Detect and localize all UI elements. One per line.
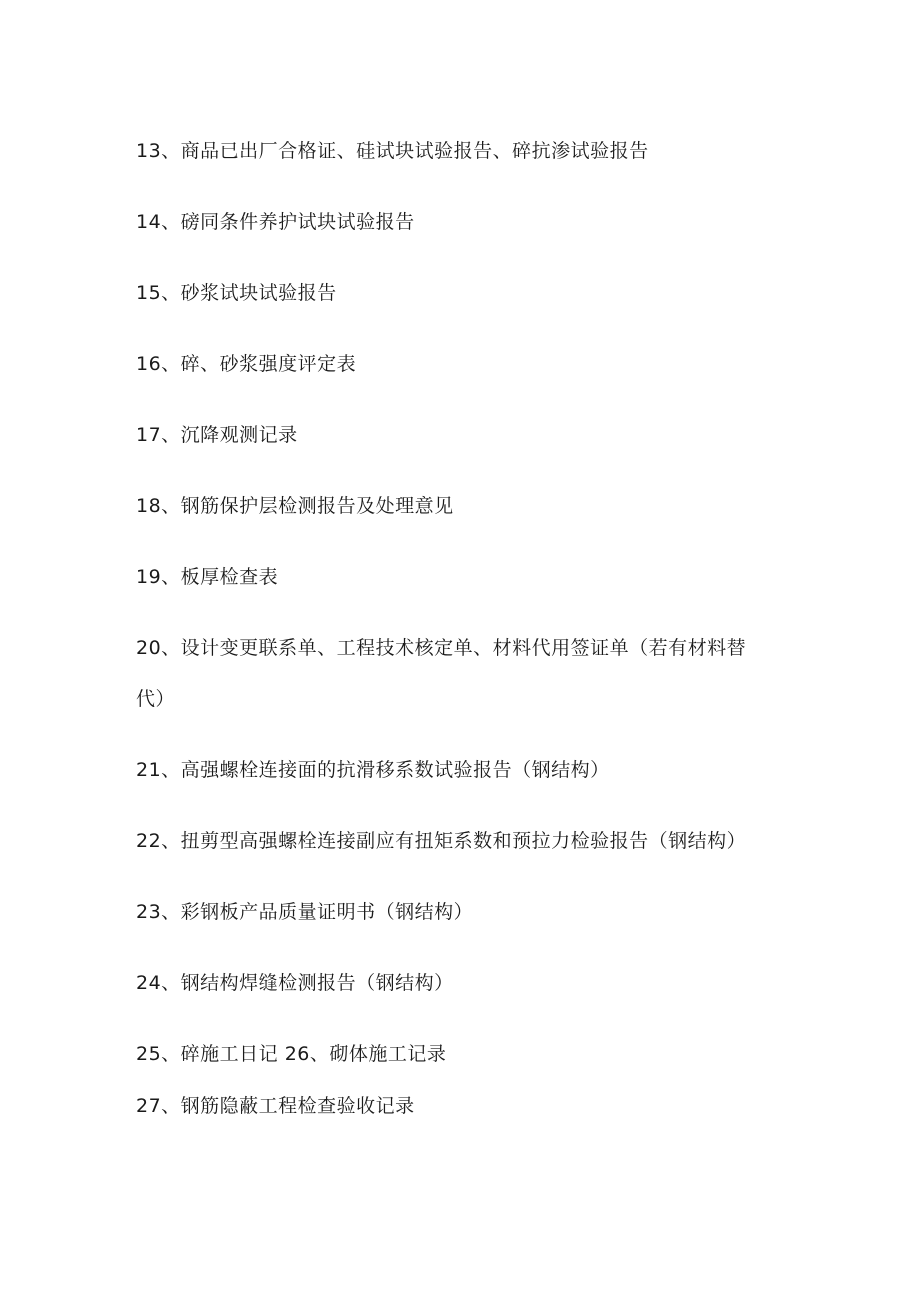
list-item: 17、沉降观测记录: [136, 424, 298, 446]
list-item: 20、设计变更联系单、工程技术核定单、材料代用签证单（若有材料替: [136, 637, 747, 659]
list-item: 27、钢筋隐蔽工程检查验收记录: [136, 1095, 415, 1117]
list-item: 22、扭剪型高强螺栓连接副应有扭矩系数和预拉力检验报告（钢结构）: [136, 830, 747, 852]
list-item: 19、板厚检查表: [136, 566, 279, 588]
list-item: 18、钢筋保护层检测报告及处理意见: [136, 495, 454, 517]
list-item: 23、彩钢板产品质量证明书（钢结构）: [136, 901, 474, 923]
list-item: 15、砂浆试块试验报告: [136, 282, 337, 304]
list-item: 25、碎施工日记 26、砌体施工记录: [136, 1043, 447, 1065]
list-item: 13、商品已出厂合格证、硅试块试验报告、碎抗渗试验报告: [136, 140, 649, 162]
list-item-continuation: 代）: [136, 688, 176, 710]
list-item: 16、碎、砂浆强度评定表: [136, 353, 357, 375]
list-item: 14、磅同条件养护试块试验报告: [136, 211, 415, 233]
list-item: 24、钢结构焊缝检测报告（钢结构）: [136, 972, 454, 994]
list-item: 21、高强螺栓连接面的抗滑移系数试验报告（钢结构）: [136, 759, 610, 781]
